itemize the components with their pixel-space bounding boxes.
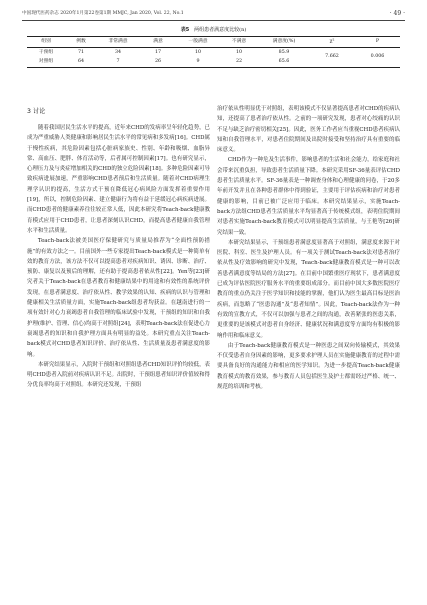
table-cell: 85.9 xyxy=(278,49,290,55)
table-label: 表5 xyxy=(180,27,190,33)
table-cell: 10 xyxy=(194,49,202,55)
section-heading-discussion: 3 讨论 xyxy=(27,108,46,115)
table-cell: 10 xyxy=(235,49,243,55)
table-cell: 干预组 xyxy=(38,49,54,55)
satisfaction-table xyxy=(27,36,400,68)
table-header-row xyxy=(27,37,400,48)
column-header: 非常满意 xyxy=(108,39,128,44)
body-paragraph: CHD作为一种危及生活事件，影响患者的生活和社会能力，给家庭和社会带来沉重负担，导致患者生活质量下降。本研究采用SF-36量表评估CHD患者生活质量水平。SF-36量表是一种调查身体和心理健康的问卷，于20多年前开发并且在各种患者群体中得到验证，主要用于评估疾病和治疗对患者健康的影响，目前已被广泛应用于临床。本研究结果显示，实施Teach-back方法组CHD患者生活质量水平均显著高于传统模式组，表明住院期间对患者实施Teach-back教育模式可以明显提高生活质量，与王艳等[26]研究结果一致。 xyxy=(217,157,400,236)
body-paragraph: 治疗依从性明显优于对照组，表明该模式不仅显著提高患者对CHD的疾病认知，还提高了患者治疗依从性。之前的一项研究发现，患者对心绞痛的认识不足与缺乏治疗密切相关[25]。因此，医务工作者应当重视CHD患者疾病认知和自我管理水平，对患者住院期间及出院时接受和坚持治疗具有重要的临床意义。 xyxy=(217,106,400,154)
table-cell: 26 xyxy=(154,59,162,64)
body-paragraph: 本研究结果显示，干预组患者满意度显著高于对照组，满意度来源于对医院、科室、医生及护理人员。有一项关于测试Teach-back法对患者治疗依从性及疗效影响的研究中发现，Teach-back健康教育模式是一种可以改善患者满意度等结局的方法[27]。在目前中国繁重医疗现状下，患者满意度已成为评估医院医疗服务水平的重要组成部分。而目前中国大多数医院医疗教育的重点仍关注于医学知识和技能的掌握，他们认为医生最高目标是医治疾病，而忽略了“医患沟通”及“患者知情”。因此，Teach-back法作为一种有效的宣教方式，不仅可以加强与患者之间的沟通，改善紧张的医患关系，更重要的是该模式对患者自身经济、健康状况和满意度等方面均有积极的影响作用和临床意义。 xyxy=(217,239,400,339)
header-rule xyxy=(22,20,405,21)
table-cell: 34 xyxy=(114,49,122,55)
table-cell: 对照组 xyxy=(38,59,54,64)
running-header xyxy=(22,9,405,19)
right-text-column xyxy=(217,104,400,392)
table-cell: 9 xyxy=(196,59,200,64)
body-paragraph: Teach-back法被美国医疗保健研究与质量局推荐为“全面性预防措施”的有效方法之一。目前国外一些专家提出Teach-back模式是一种简单有效的教育方法，该方法不仅可以提高患者对疾病知识、诱因、诊断、治疗、预防、康复以及预后的理解，还有助于提高患者依从性[22]。Yen等[23]研究者关于Teach-back在患者教育和健康结果中的用途和有效性的系统评价发现，在患者满意度、治疗依从性、教学效果的认知、疾病的认识与管理和健康相关生活质量方面，实施Teach-back组患者均获益。在越南进行的一项有效针对心力衰竭患者自我管理的临床试验中发现，干预组的知识和自我护理(维护、管理、信心)均高于对照组[24]，表明Teach-back法在促进心力衰竭患者的知识和自我护理方面具有明显的益处。本研究重点关注Teach-back模式对CHD患者知识评价、治疗依从性、生活质量及患者满意度的影响。 xyxy=(27,238,210,358)
column-header: 例数 xyxy=(76,39,86,44)
table-title: 两组患者满意度比较(n) xyxy=(194,27,247,33)
table-cell: 7 xyxy=(116,59,120,64)
journal-citation: 中国现代医药杂志 2020年1月第22卷第1期 MMJC, Jan 2020, Vol. 22, No.1 xyxy=(22,11,184,16)
chi-square-value: 7.662 xyxy=(325,54,339,60)
body-paragraph: 由于Teach-back健康教育模式是一种医患之间双向传输模式，其效果不仅受患者自身因素的影响，更多要求护理人员在实施健康教育的过程中需要具备良好的沟通能力和相应的医学知识。为进一步提高Teach-back健康教育模式的教育效果，参与教育人员包括医生及护士都需经过严格、统一、规范的培训和考核。 xyxy=(217,342,400,391)
column-header: 不满意 xyxy=(231,39,247,44)
table-caption xyxy=(0,27,427,34)
column-header: 满意度(%) xyxy=(272,39,296,44)
table-cell: 64 xyxy=(77,59,85,64)
column-header: 组别 xyxy=(41,39,51,44)
body-paragraph: 本研究结果显示，入院时干预组和对照组患者CHD知识评价均较低，表明CHD患者入院前对疾病认识不足。出院时，干预组患者知识评价值较和得分优良率均高于对照组。本研究还发现，干预组 xyxy=(27,361,210,389)
table-cell: 65.6 xyxy=(278,59,290,64)
body-paragraph: 随着我国居民生活水平的提高，近年来CHD的发病率呈年轻化趋势，已成为严重威胁人类健康和影响居民生活水平的常见病和多发病[16]。CHD属于慢性疾病，其危险因素包括心脏病家族史、性别、年龄和吸烟、血脂异常、高血压、肥胖、体育活动等，后者属可控制因素[17]。也有研究显示，心理压力及与炎症增加相关的CHD的独立危险因素[18]。多种危险因素可导致疾病进展加速，严重影响CHD患者预后和生活质量。随着对CHD病理生理学认识的提高，生活方式干预在降低冠心病风险方面发挥着重要作用[19]，所以，控制危险因素、建立健康行为将有益于延缓冠心病疾病进展。而CHD患者的健康素养往往较正常人低，因此本研究将Teach-back健康教育模式应用于CHD患者，让患者深刻认识CHD，而提高患者健康自我管理水平和生活质量。 xyxy=(27,125,210,234)
p-value: 0.006 xyxy=(370,54,385,60)
table-cell: 22 xyxy=(235,59,243,64)
column-header: P xyxy=(375,39,380,44)
column-header: χ² xyxy=(329,39,335,44)
column-header: 一般满意 xyxy=(188,39,208,44)
left-text-column xyxy=(27,104,210,391)
column-header: 满意 xyxy=(153,39,163,44)
table-cell: 71 xyxy=(77,49,85,55)
page-number: · 49 · xyxy=(389,10,405,17)
table-cell: 17 xyxy=(154,49,162,55)
table-row xyxy=(27,47,400,57)
